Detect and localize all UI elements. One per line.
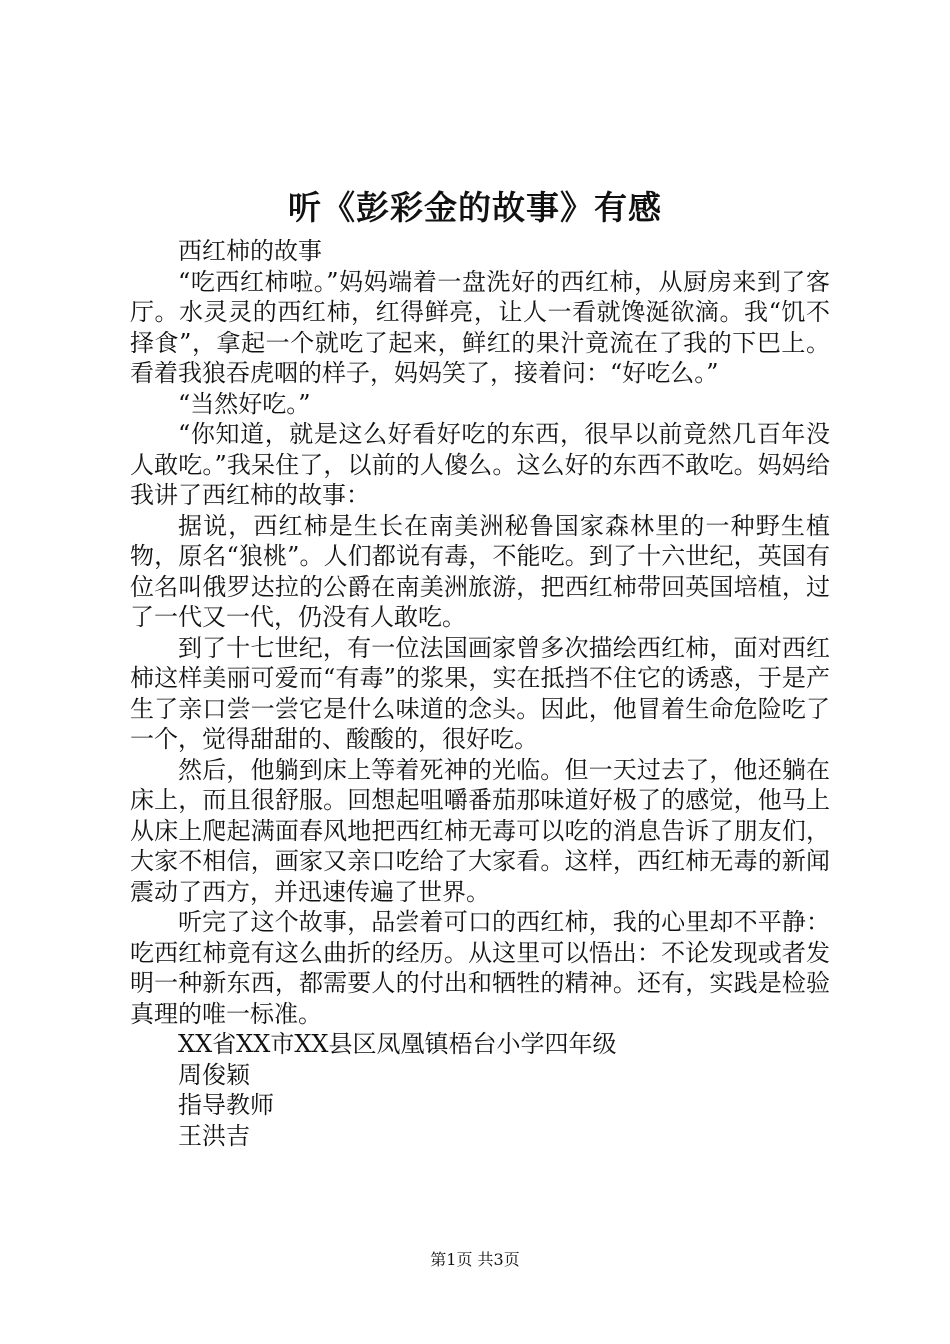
page-footer: 第1页 共3页	[430, 1250, 520, 1269]
paragraph: 到了十七世纪，有一位法国画家曾多次描绘西红柿，面对西红柿这样美丽可爱而“有毒”的浆果，实在抵挡不住它的诱惑，于是产生了亲口尝一尝它是什么味道的念头。因此，他冒着生命危险吃了一个，觉得甜甜的、酸酸的，很好吃。	[130, 633, 830, 753]
paragraph: “吃西红柿啦。”妈妈端着一盘洗好的西红柿，从厨房来到了客厅。水灵灵的西红柿，红得鲜亮，让人一看就馋涎欲滴。我“饥不择食”，拿起一个就吃了起来，鲜红的果汁竟流在了我的下巴上。看着我狼吞虎咽的样子，妈妈笑了，接着问：“好吃么。”	[130, 267, 830, 387]
paragraph: 然后，他躺到床上等着死神的光临。但一天过去了，他还躺在床上，而且很舒服。回想起咀嚼番茄那味道好极了的感觉，他马上从床上爬起满面春风地把西红柿无毒可以吃的消息告诉了朋友们，大家不相信，画家又亲口吃给了大家看。这样，西红柿无毒的新闻震动了西方，并迅速传遍了世界。	[130, 755, 830, 906]
teacher-label: 指导教师	[178, 1091, 274, 1119]
paragraph: 听完了这个故事，品尝着可口的西红柿，我的心里却不平静：吃西红柿竟有这么曲折的经历。从这里可以悟出：不论发现或者发明一种新东西，都需要人的付出和牺牲的精神。还有，实践是检验真理的唯一标准。	[130, 908, 830, 1028]
paragraph: 西红柿的故事	[178, 237, 322, 265]
paragraph: “当然好吃。”	[178, 389, 311, 418]
school-line: XX省XX市XX县区凤凰镇梧台小学四年级	[178, 1030, 617, 1058]
teacher-name: 王洪吉	[178, 1121, 250, 1150]
paragraph: “你知道，就是这么好看好吃的东西，很早以前竟然几百年没人敢吃。”我呆住了，以前的人傻么。这么好的东西不敢吃。妈妈给我讲了西红柿的故事：	[130, 420, 830, 509]
document-title: 听《彭彩金的故事》有感	[288, 188, 662, 227]
author-name: 周俊颖	[178, 1060, 250, 1089]
document-body	[130, 236, 830, 1151]
paragraph: 据说，西红柿是生长在南美洲秘鲁国家森林里的一种野生植物，原名“狼桃”。人们都说有毒，不能吃。到了十六世纪，英国有位名叫俄罗达拉的公爵在南美洲旅游，把西红柿带回英国培植，过了一代又一代，仍没有人敢吃。	[130, 511, 830, 631]
